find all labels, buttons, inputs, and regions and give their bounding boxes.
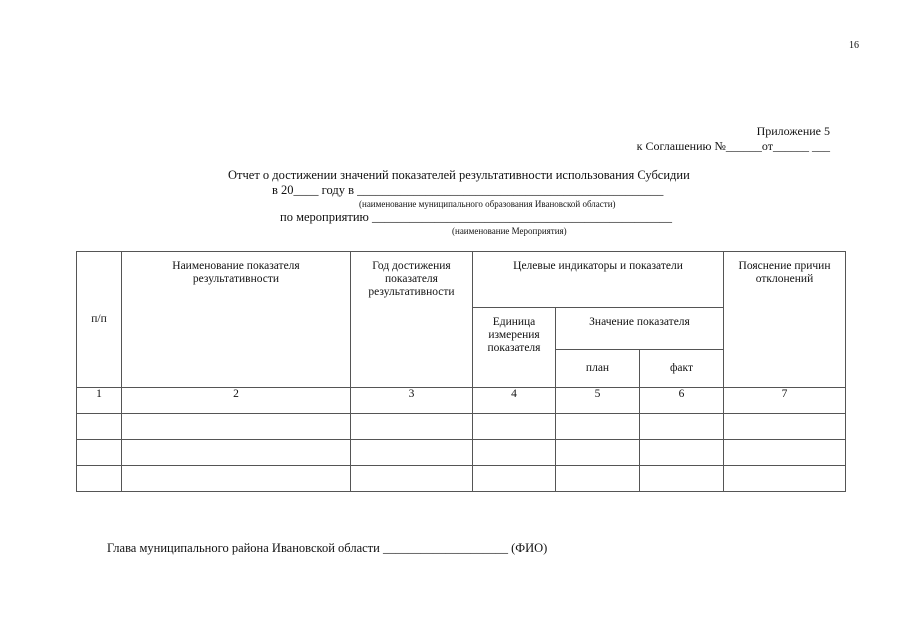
table-cell[interactable] [556,466,640,492]
event-caption: (наименование Мероприятия) [452,226,567,236]
report-year-line: в 20____ году в _________________________________________________ [272,183,664,197]
column-number: 1 [77,388,122,414]
column-number: 2 [122,388,351,414]
column-number: 7 [724,388,846,414]
column-number: 6 [640,388,724,414]
column-number: 5 [556,388,640,414]
table-cell[interactable] [473,466,556,492]
table-cell[interactable] [77,414,122,440]
report-title: Отчет о достижении значений показателей результативности использования Субсидии [228,168,690,182]
table-cell[interactable] [122,466,351,492]
header-value: Значение показателя [556,308,724,350]
table-cell[interactable] [77,440,122,466]
municipality-caption: (наименование муниципального образования Ивановской области) [359,199,616,209]
table-cell[interactable] [556,414,640,440]
signature-line: Глава муниципального района Ивановской области ____________________ (ФИО) [107,541,548,555]
table-cell[interactable] [724,466,846,492]
annex-reference: к Соглашению №______от______ ___ [636,139,830,153]
column-number: 3 [351,388,473,414]
table-cell[interactable] [640,414,724,440]
table-cell[interactable] [351,414,473,440]
table-row [77,414,846,440]
table-cell[interactable] [640,466,724,492]
header-indicator-name: Наименование показателя результативности [122,252,351,388]
header-targets: Целевые индикаторы и показатели [473,252,724,308]
header-unit: Единица измерения показателя [473,308,556,388]
header-plan: план [556,350,640,388]
table-row [77,440,846,466]
table-cell[interactable] [122,440,351,466]
table-cell[interactable] [351,440,473,466]
header-num: п/п [77,252,122,388]
report-event-line: по мероприятию ________________________________________________ [280,210,673,224]
header-year: Год достижения показателя результативности [351,252,473,388]
column-number-row [77,388,846,414]
table-cell[interactable] [473,440,556,466]
table-cell[interactable] [351,466,473,492]
indicators-table [76,251,846,492]
table-cell[interactable] [122,414,351,440]
table-cell[interactable] [77,466,122,492]
table-cell[interactable] [724,440,846,466]
table-cell[interactable] [556,440,640,466]
table-cell[interactable] [724,414,846,440]
header-fact: факт [640,350,724,388]
table-cell[interactable] [473,414,556,440]
page-number: 16 [849,40,859,51]
header-explanation: Пояснение причин отклонений [724,252,846,388]
column-number: 4 [473,388,556,414]
table-row [77,466,846,492]
table-cell[interactable] [640,440,724,466]
annex-title: Приложение 5 [756,124,830,138]
